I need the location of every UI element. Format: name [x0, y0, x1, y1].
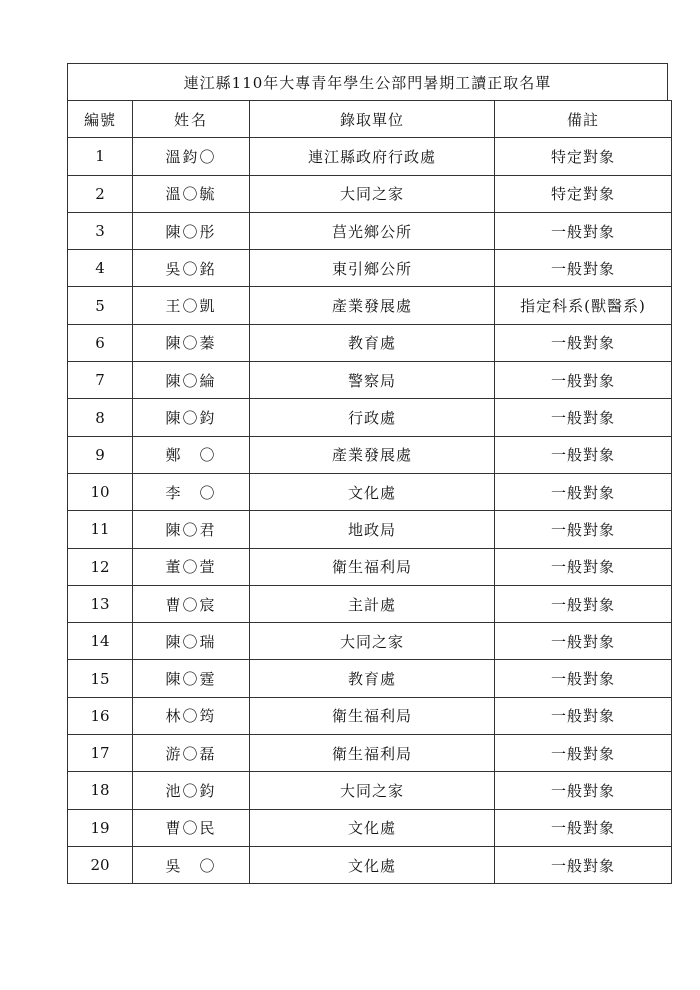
cell-note: 特定對象	[495, 175, 672, 212]
admission-table	[67, 100, 672, 884]
table-row	[68, 660, 672, 697]
cell-note: 特定對象	[495, 138, 672, 175]
cell-unit: 連江縣政府行政處	[250, 138, 495, 175]
header-number: 編號	[68, 101, 133, 138]
cell-number: 10	[68, 473, 133, 510]
table-row	[68, 473, 672, 510]
cell-unit: 東引鄉公所	[250, 250, 495, 287]
cell-name: 陳〇彤	[133, 212, 250, 249]
table-row	[68, 175, 672, 212]
cell-unit: 地政局	[250, 511, 495, 548]
cell-note: 一般對象	[495, 809, 672, 846]
cell-unit: 主計處	[250, 585, 495, 622]
header-note: 備註	[495, 101, 672, 138]
cell-unit: 文化處	[250, 473, 495, 510]
table-header-row	[68, 101, 672, 138]
table-row	[68, 511, 672, 548]
cell-unit: 文化處	[250, 846, 495, 883]
cell-note: 一般對象	[495, 697, 672, 734]
cell-unit: 教育處	[250, 324, 495, 361]
cell-unit: 莒光鄉公所	[250, 212, 495, 249]
table-row	[68, 735, 672, 772]
cell-note: 一般對象	[495, 511, 672, 548]
cell-note: 一般對象	[495, 548, 672, 585]
cell-number: 19	[68, 809, 133, 846]
cell-unit: 大同之家	[250, 772, 495, 809]
cell-note: 一般對象	[495, 660, 672, 697]
cell-note: 一般對象	[495, 212, 672, 249]
cell-unit: 產業發展處	[250, 436, 495, 473]
cell-note: 指定科系(獸醫系)	[495, 287, 672, 324]
table-row	[68, 250, 672, 287]
cell-name: 吳 〇	[133, 846, 250, 883]
table-row	[68, 809, 672, 846]
cell-number: 13	[68, 585, 133, 622]
cell-number: 20	[68, 846, 133, 883]
table-row	[68, 846, 672, 883]
table-row	[68, 212, 672, 249]
table-row	[68, 623, 672, 660]
table-row	[68, 287, 672, 324]
cell-name: 陳〇霆	[133, 660, 250, 697]
cell-number: 7	[68, 362, 133, 399]
cell-number: 15	[68, 660, 133, 697]
cell-number: 1	[68, 138, 133, 175]
header-unit: 錄取單位	[250, 101, 495, 138]
cell-name: 游〇磊	[133, 735, 250, 772]
cell-name: 溫鈞〇	[133, 138, 250, 175]
cell-unit: 行政處	[250, 399, 495, 436]
cell-name: 溫〇毓	[133, 175, 250, 212]
cell-number: 8	[68, 399, 133, 436]
cell-name: 董〇萱	[133, 548, 250, 585]
table-row	[68, 772, 672, 809]
cell-note: 一般對象	[495, 473, 672, 510]
cell-name: 曹〇宸	[133, 585, 250, 622]
cell-name: 王〇凱	[133, 287, 250, 324]
cell-unit: 教育處	[250, 660, 495, 697]
table-row	[68, 585, 672, 622]
cell-note: 一般對象	[495, 250, 672, 287]
table-row	[68, 362, 672, 399]
cell-unit: 衛生福利局	[250, 735, 495, 772]
cell-number: 14	[68, 623, 133, 660]
cell-note: 一般對象	[495, 846, 672, 883]
cell-name: 池〇鈞	[133, 772, 250, 809]
cell-unit: 衛生福利局	[250, 697, 495, 734]
cell-unit: 警察局	[250, 362, 495, 399]
cell-number: 12	[68, 548, 133, 585]
cell-name: 林〇筠	[133, 697, 250, 734]
cell-number: 2	[68, 175, 133, 212]
cell-name: 吳〇銘	[133, 250, 250, 287]
cell-name: 曹〇民	[133, 809, 250, 846]
cell-number: 6	[68, 324, 133, 361]
cell-name: 陳〇瑞	[133, 623, 250, 660]
cell-name: 陳〇蓁	[133, 324, 250, 361]
header-name: 姓名	[133, 101, 250, 138]
cell-unit: 大同之家	[250, 623, 495, 660]
cell-note: 一般對象	[495, 623, 672, 660]
cell-name: 陳〇綸	[133, 362, 250, 399]
cell-note: 一般對象	[495, 399, 672, 436]
cell-number: 3	[68, 212, 133, 249]
table-row	[68, 697, 672, 734]
table-row	[68, 399, 672, 436]
cell-note: 一般對象	[495, 772, 672, 809]
cell-name: 鄭 〇	[133, 436, 250, 473]
cell-number: 18	[68, 772, 133, 809]
table-row	[68, 548, 672, 585]
document-title: 連江縣110年大專青年學生公部門暑期工讀正取名單	[67, 63, 668, 100]
cell-name: 陳〇君	[133, 511, 250, 548]
cell-number: 4	[68, 250, 133, 287]
cell-name: 李 〇	[133, 473, 250, 510]
cell-note: 一般對象	[495, 324, 672, 361]
cell-number: 17	[68, 735, 133, 772]
table-row	[68, 324, 672, 361]
table-row	[68, 436, 672, 473]
cell-note: 一般對象	[495, 362, 672, 399]
admission-list-sheet	[67, 63, 668, 884]
cell-note: 一般對象	[495, 436, 672, 473]
cell-number: 16	[68, 697, 133, 734]
cell-note: 一般對象	[495, 585, 672, 622]
table-row	[68, 138, 672, 175]
cell-unit: 衛生福利局	[250, 548, 495, 585]
cell-note: 一般對象	[495, 735, 672, 772]
cell-number: 5	[68, 287, 133, 324]
cell-unit: 產業發展處	[250, 287, 495, 324]
cell-unit: 大同之家	[250, 175, 495, 212]
cell-unit: 文化處	[250, 809, 495, 846]
cell-name: 陳〇鈞	[133, 399, 250, 436]
cell-number: 9	[68, 436, 133, 473]
cell-number: 11	[68, 511, 133, 548]
